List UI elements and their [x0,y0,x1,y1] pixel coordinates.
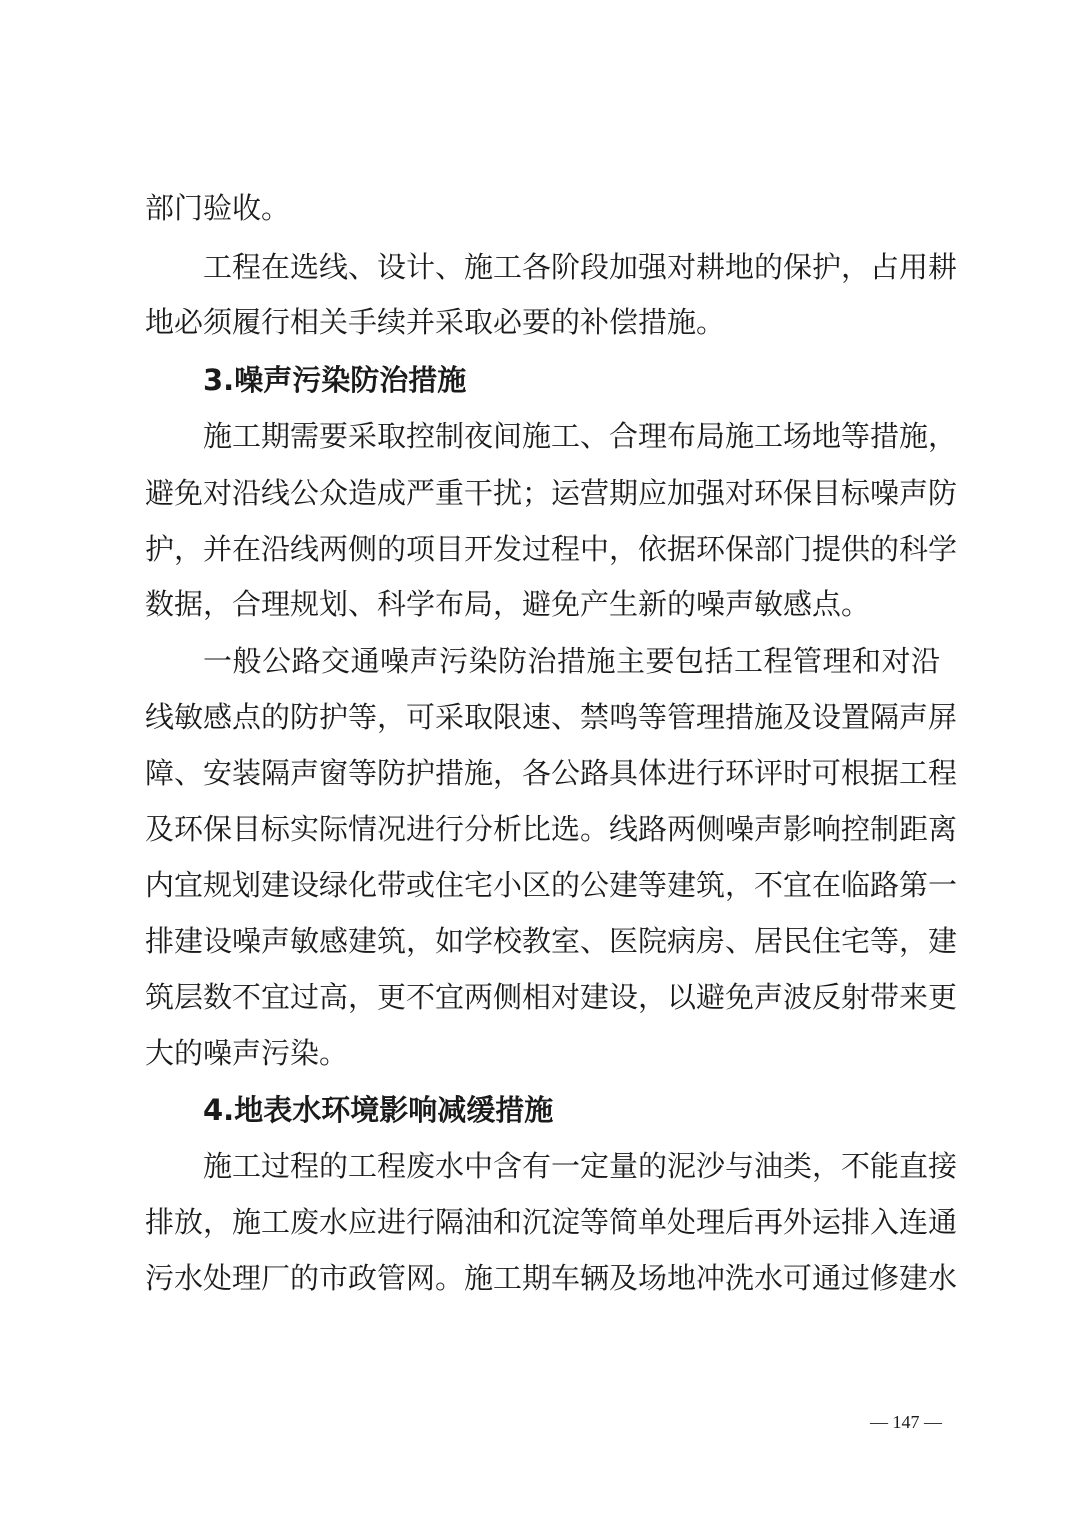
text-line: 施工过程的工程废水中含有一定量的泥沙与油类，不能直接 [203,1149,958,1183]
text-line: 护，并在沿线两侧的项目开发过程中，依据环保部门提供的科学 [145,532,958,566]
section-heading: 3.噪声污染防治措施 [203,363,467,397]
text-line: 排建设噪声敏感建筑，如学校教室、医院病房、居民住宅等，建 [145,924,958,958]
text-line: 避免对沿线公众造成严重干扰；运营期应加强对环保目标噪声防 [145,476,958,510]
text-line: 施工期需要采取控制夜间施工、合理布局施工场地等措施， [203,419,958,453]
text-line: 工程在选线、设计、施工各阶段加强对耕地的保护，占用耕 [203,250,958,284]
text-line: 污水处理厂的市政管网。施工期车辆及场地冲洗水可通过修建水 [145,1261,958,1295]
text-line: 数据，合理规划、科学布局，避免产生新的噪声敏感点。 [145,587,871,621]
text-line: 内宜规划建设绿化带或住宅小区的公建等建筑，不宜在临路第一 [145,868,958,902]
text-line: 筑层数不宜过高，更不宜两侧相对建设，以避免声波反射带来更 [145,980,958,1014]
page-number: — 147 — [870,1412,942,1432]
text-line: 地必须履行相关手续并采取必要的补偿措施。 [145,305,726,339]
text-line: 及环保目标实际情况进行分析比选。线路两侧噪声影响控制距离 [145,812,958,846]
text-line: 障、安装隔声窗等防护措施，各公路具体进行环评时可根据工程 [145,756,958,790]
text-line: 线敏感点的防护等，可采取限速、禁鸣等管理措施及设置隔声屏 [145,700,958,734]
text-line: 部门验收。 [145,191,291,225]
text-line: 一般公路交通噪声污染防治措施主要包括工程管理和对沿 [203,644,940,678]
section-heading: 4.地表水环境影响减缓措施 [203,1093,554,1127]
text-line: 排放，施工废水应进行隔油和沉淀等简单处理后再外运排入连通 [145,1205,958,1239]
text-line: 大的噪声污染。 [145,1036,349,1070]
